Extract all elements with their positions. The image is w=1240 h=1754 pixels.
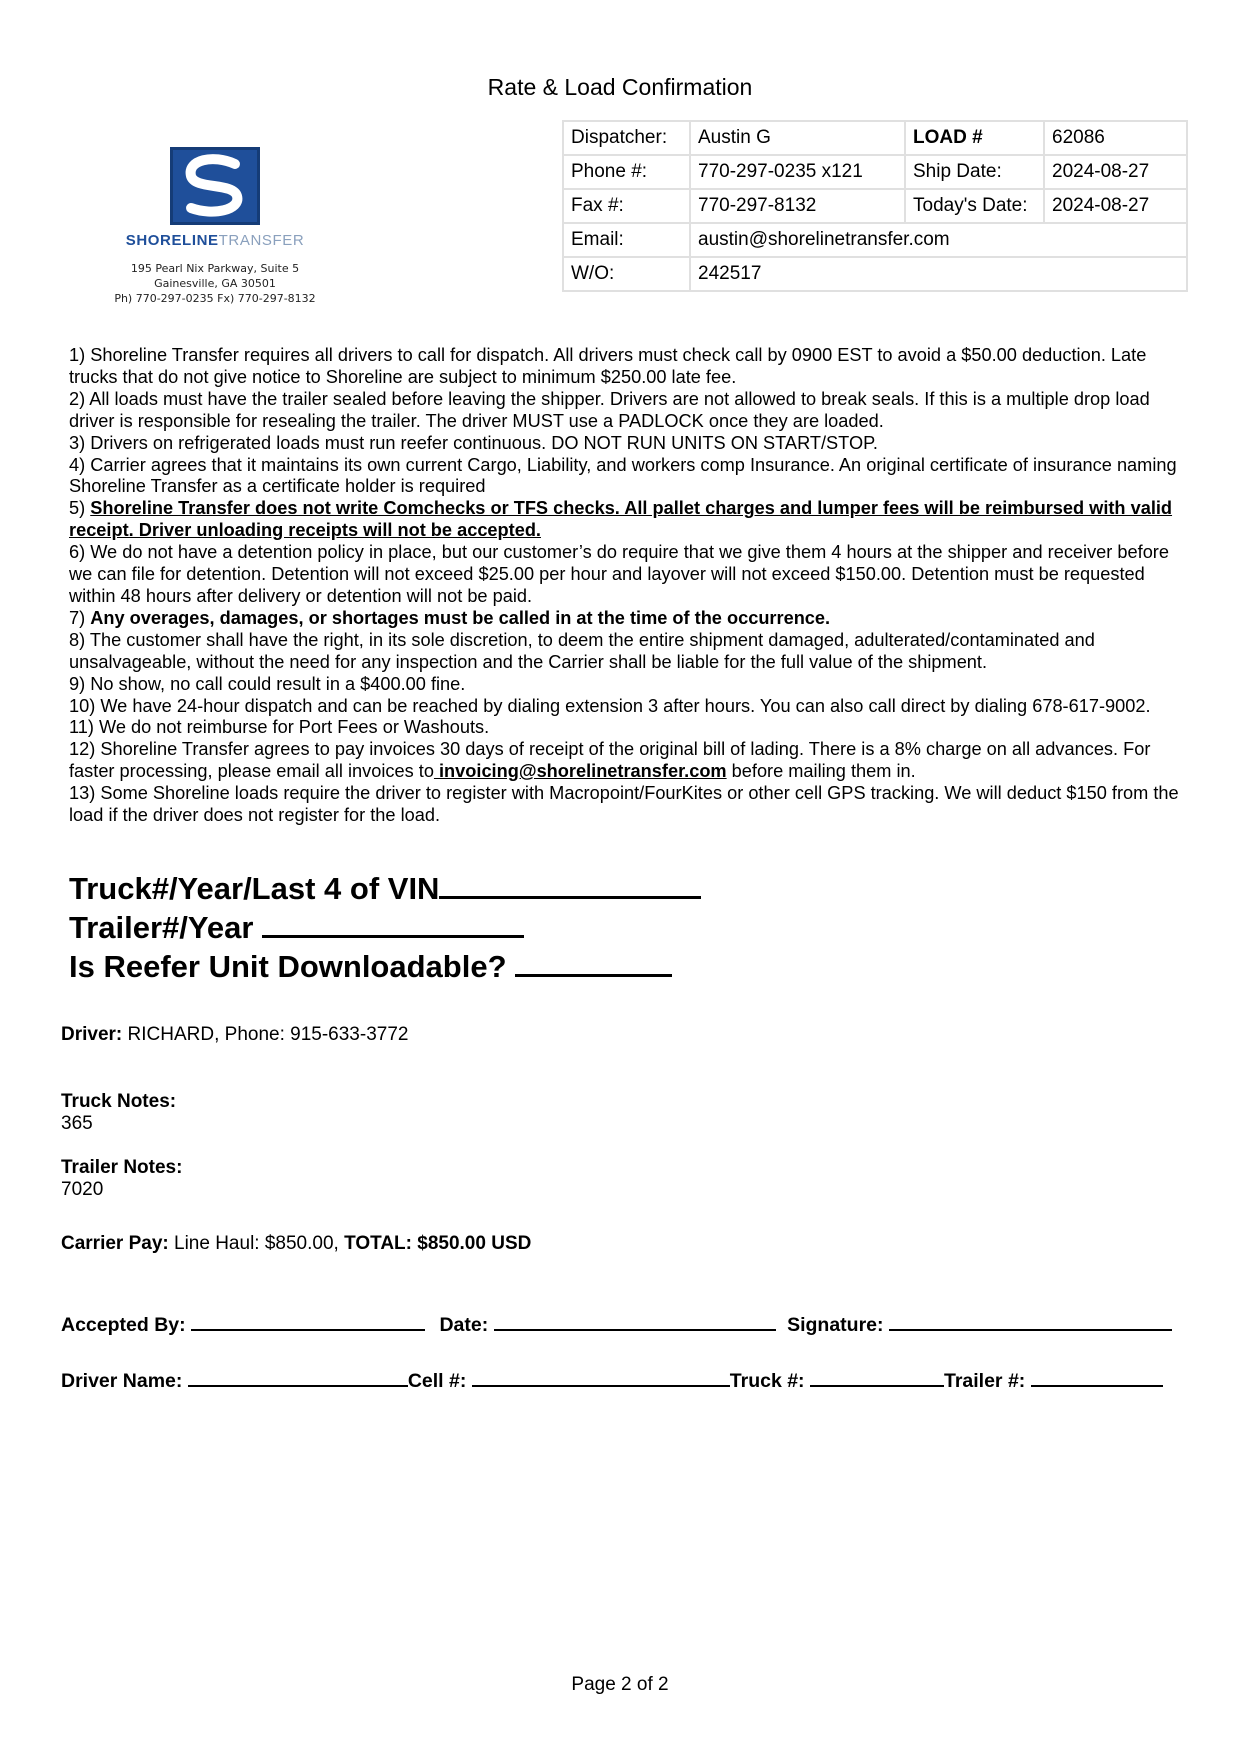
driver-details-row <box>61 1363 1187 1393</box>
dispatch-info-table <box>562 120 1188 292</box>
acceptance-row <box>61 1307 1187 1337</box>
accepted-by-line <box>191 1307 425 1331</box>
term-2: 2) All loads must have the trailer sealed before leaving the shipper. Drivers are not allowed to break seals. If this is a multiple drop load driver is responsible for resealing the trailer. The driver MUST use a PADLOCK once they are loaded. <box>69 388 1150 431</box>
term-8: 8) The customer shall have the right, in its sole discretion, to deem the entire shipment damaged, adulterated/contaminated and unsalvageable, without the need for any inspection and the Carrier shall be liable for the full value of the shipment. <box>69 629 1095 672</box>
email-value: austin@shorelinetransfer.com <box>690 223 1187 257</box>
term-3: 3) Drivers on refrigerated loads must run reefer continuous. DO NOT RUN UNITS ON START/STOP. <box>69 432 878 453</box>
term-11: 11) We do not reimburse for Port Fees or Washouts. <box>69 717 490 738</box>
term-5: 5) Shoreline Transfer does not write Comchecks or TFS checks. All pallet charges and lumper fees will be reimbursed with valid receipt. Driver unloading receipts will not be accepted. <box>69 498 1173 541</box>
term-6: 6) We do not have a detention policy in place, but our customer’s do require that we give them 4 hours at the shipper and receiver before we can file for detention. Detention will not exceed $25.00 per hour and layover will not exceed $150.00. Detention must be requested within 48 hours after delivery or detention will not be paid. <box>69 542 1169 606</box>
wo-label: W/O: <box>563 257 690 291</box>
load-label: LOAD # <box>905 121 1044 155</box>
invoicing-email-link[interactable]: invoicing@shorelinetransfer.com <box>433 761 727 782</box>
date-line <box>494 1307 776 1331</box>
driver-name-label: Driver Name: <box>61 1370 183 1392</box>
date-label: Date: <box>439 1314 489 1336</box>
company-address: 195 Pearl Nix Parkway, Suite 5 Gainesville, GA 30501 Ph) 770-297-0235 Fx) 770-297-8132 <box>114 262 316 305</box>
term-4: 4) Carrier agrees that it maintains its own current Cargo, Liability, and workers comp Insurance. An original certificate of insurance naming Shoreline Transfer as a certificate holder is required <box>69 454 1177 497</box>
trailer-notes: Trailer Notes: 7020 <box>61 1157 183 1200</box>
page-number: Page 2 of 2 <box>571 1674 669 1695</box>
trailer-year-field: Trailer#/Year <box>69 907 524 946</box>
term-13: 13) Some Shoreline loads require the driver to register with Macropoint/FourKites or other cell GPS tracking. We will deduct $150 from the load if the driver does not register for the load. <box>69 783 1179 826</box>
phone-value: 770-297-0235 x121 <box>690 155 905 189</box>
todays-date-value: 2024-08-27 <box>1044 189 1187 223</box>
dispatcher-label: Dispatcher: <box>563 121 690 155</box>
truck-number-label: Truck #: <box>729 1370 805 1392</box>
term-1: 1) Shoreline Transfer requires all drivers to call for dispatch. All drivers must check call by 0900 EST to avoid a $50.00 deduction. Late trucks that do not give notice to Shoreline are subject to minimum $250.00 late fee. <box>69 345 1147 387</box>
ship-date-value: 2024-08-27 <box>1044 155 1187 189</box>
term-9: 9) No show, no call could result in a $400.00 fine. <box>69 673 466 694</box>
trailer-number-line <box>1031 1363 1163 1387</box>
document-title: Rate & Load Confirmation <box>487 74 753 100</box>
company-name: SHORELINETRANSFER <box>125 232 305 249</box>
term-10: 10) We have 24-hour dispatch and can be reached by dialing extension 3 after hours. You can also call direct by dialing 678-617-9002. <box>69 695 1151 716</box>
term-12: 12) Shoreline Transfer agrees to pay invoices 30 days of receipt of the original bill of lading. There is a 8% charge on all advances. For faster processing, please email all invoices to invoicing@shorelinetransfer.com before mailing them in. <box>69 739 1151 782</box>
trailer-number-label: Trailer #: <box>943 1370 1026 1392</box>
company-logo <box>95 140 335 305</box>
todays-date-label: Today's Date: <box>905 189 1044 223</box>
email-label: Email: <box>563 223 690 257</box>
fax-value: 770-297-8132 <box>690 189 905 223</box>
driver-name-line <box>188 1363 408 1387</box>
terms-list <box>69 345 1179 827</box>
term-7: 7) Any overages, damages, or shortages must be called in at the time of the occurrence. <box>69 607 831 628</box>
signature-line <box>889 1307 1172 1331</box>
signature-label: Signature: <box>787 1314 884 1336</box>
truck-vin-field: Truck#/Year/Last 4 of VIN <box>69 868 701 907</box>
carrier-pay: Carrier Pay: Line Haul: $850.00, TOTAL: $850.00 USD <box>61 1233 532 1254</box>
accepted-by-label: Accepted By: <box>61 1314 186 1336</box>
phone-label: Phone #: <box>563 155 690 189</box>
reefer-downloadable-field: Is Reefer Unit Downloadable? <box>69 946 672 985</box>
driver-info: Driver: RICHARD, Phone: 915-633-3772 <box>61 1024 409 1045</box>
truck-number-line <box>810 1363 944 1387</box>
load-value: 62086 <box>1044 121 1187 155</box>
wo-value: 242517 <box>690 257 1187 291</box>
dispatcher-value: Austin G <box>690 121 905 155</box>
shoreline-s-icon <box>170 147 260 225</box>
cell-label: Cell #: <box>407 1370 467 1392</box>
cell-line <box>472 1363 730 1387</box>
truck-notes: Truck Notes: 365 <box>61 1091 177 1134</box>
ship-date-label: Ship Date: <box>905 155 1044 189</box>
fax-label: Fax #: <box>563 189 690 223</box>
